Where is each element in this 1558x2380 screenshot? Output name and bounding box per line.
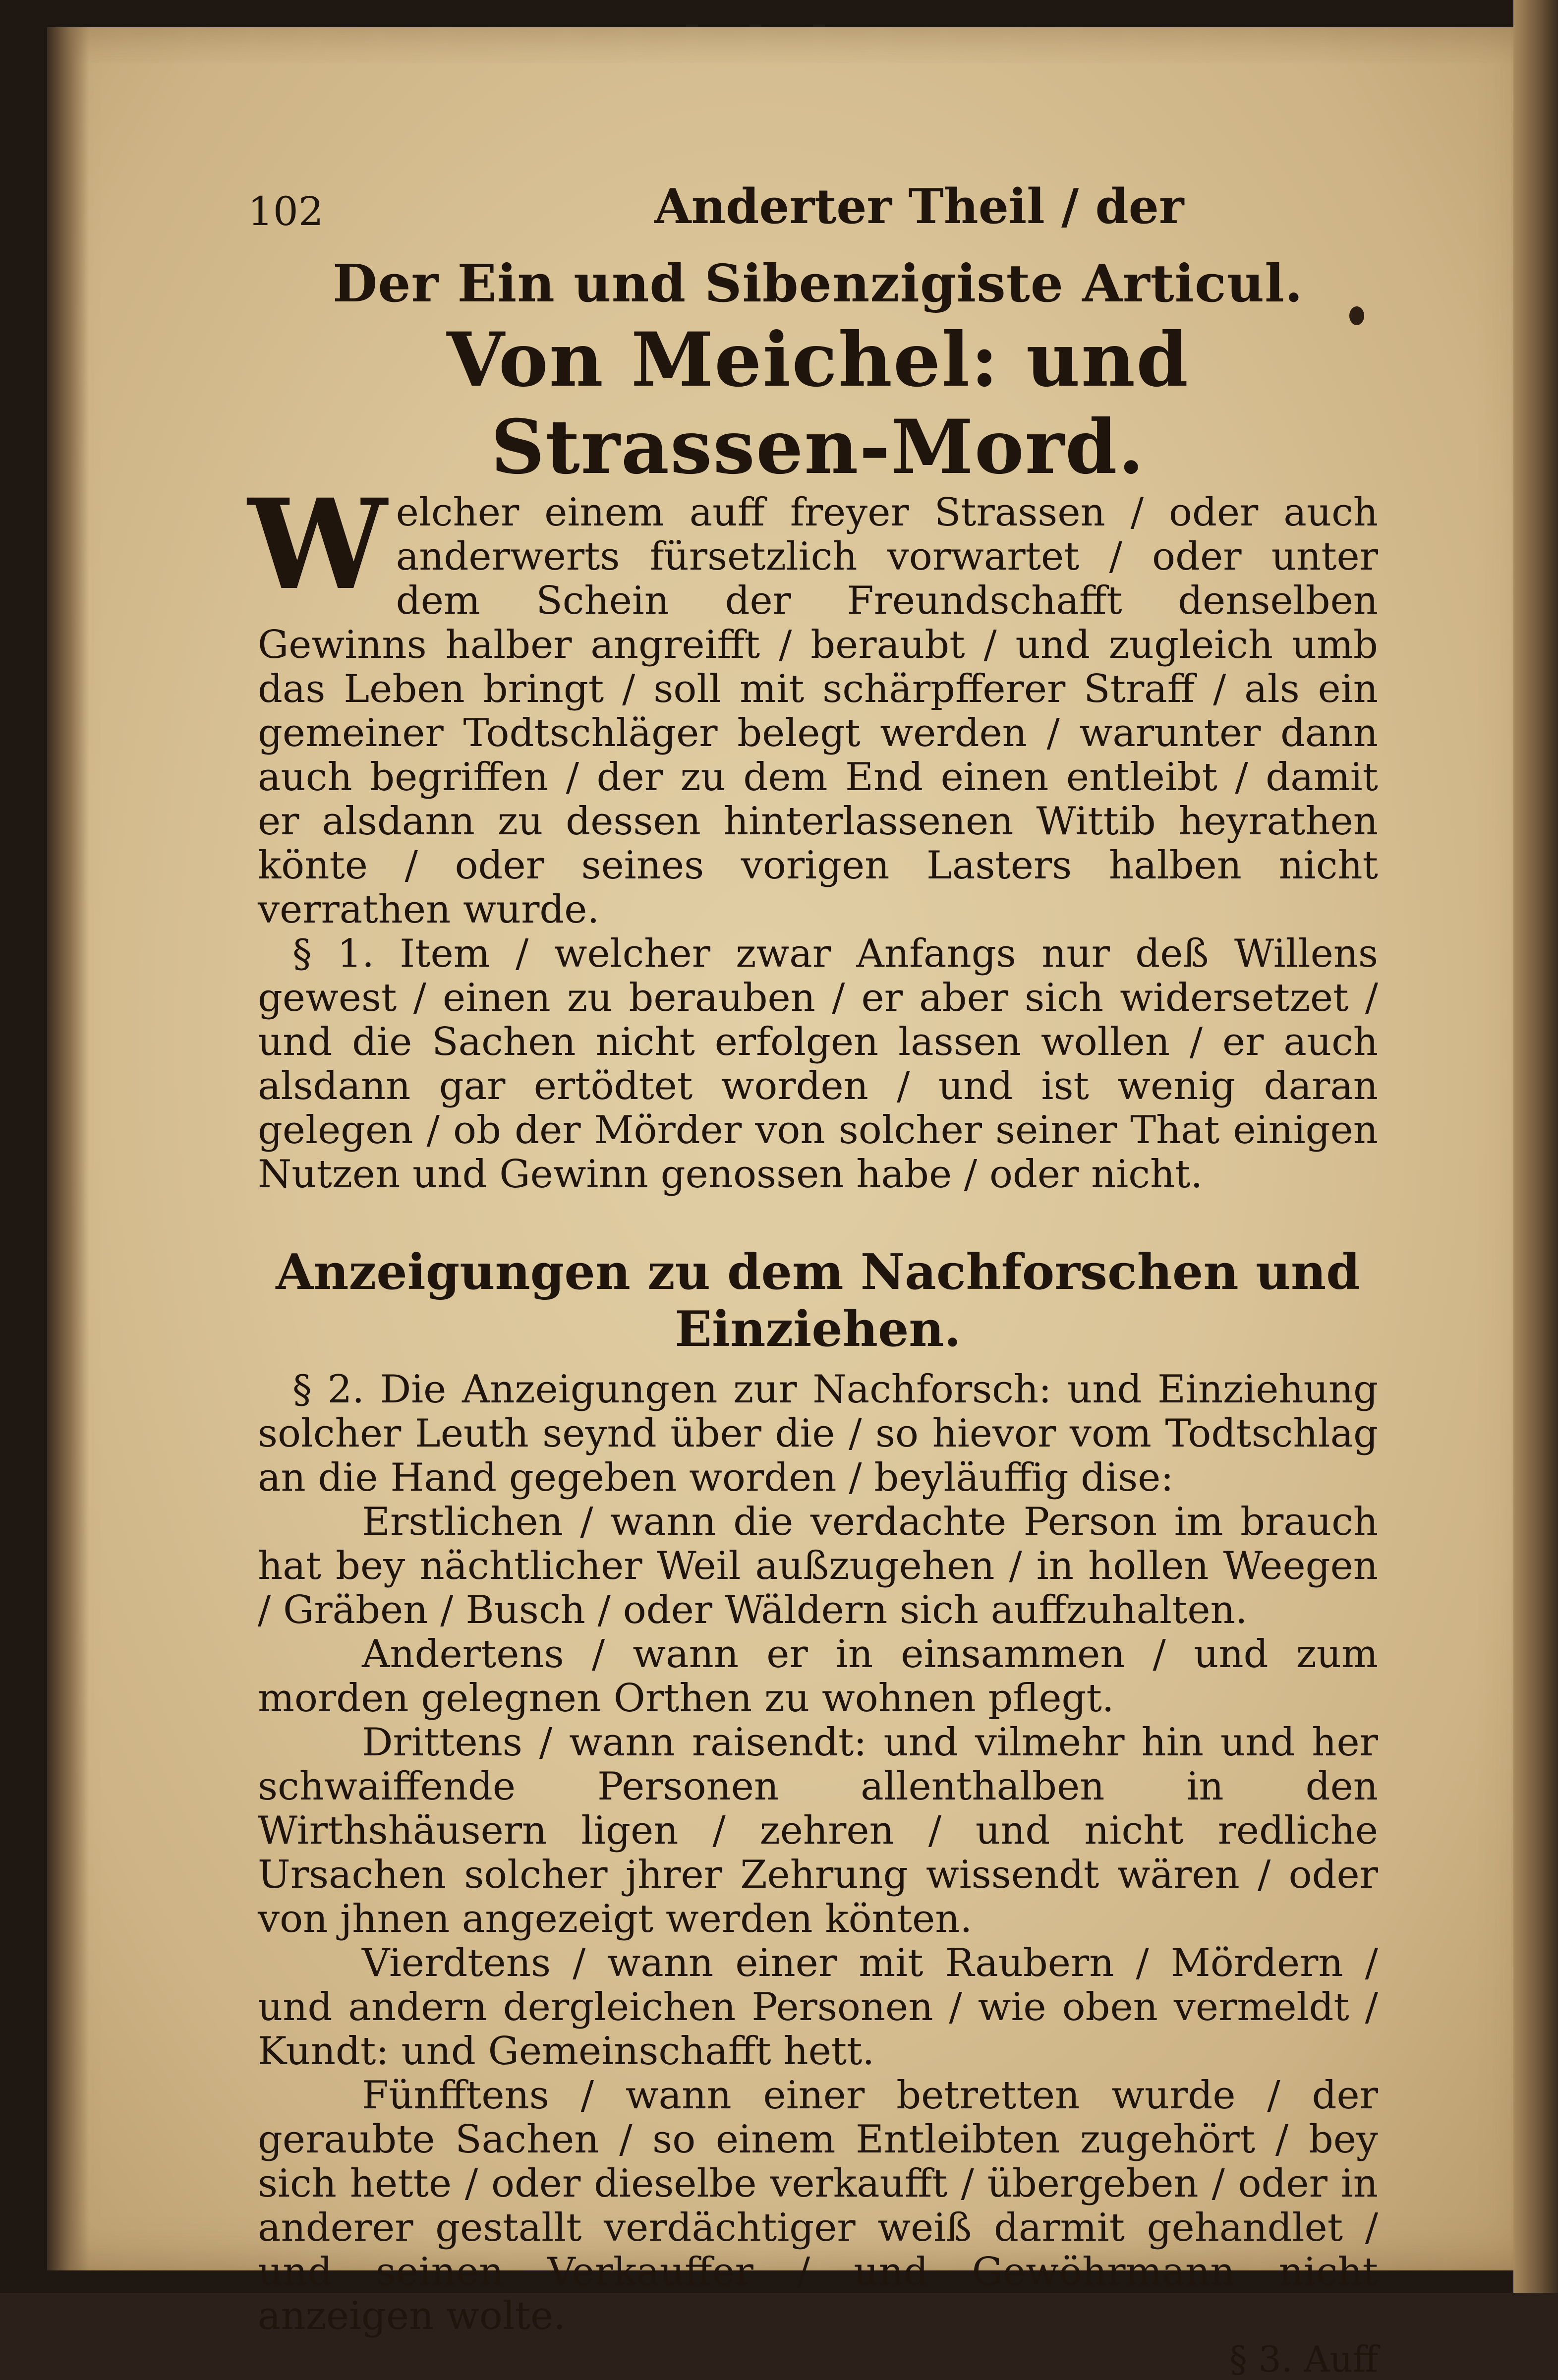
paragraph-1: § 1. Item / welcher zwar Anfangs nur deß Willens gewest / einen zu berauben / er aber sich widersetzet / und die Sachen nicht erfolgen lassen wollen / er auch alsdann gar ertödtet worden / und ist wenig daran gelegen / ob der Mörder von solcher seiner That einigen Nutzen und Gewinn genossen habe / oder nicht.	[258, 931, 1378, 1197]
next-page-edge	[1513, 0, 1558, 2293]
page-number: 102	[248, 188, 324, 234]
article-subtitle: Von Meichel: und Strassen-Mord.	[447, 316, 1189, 491]
list-item-fifth: Fünfftens / wann einer betretten wurde / der geraubte Sachen / so einem Entleibten zugehört / bey sich hette / oder dieselbe verkaufft / übergeben / oder in anderer gestallt verdächtiger weiß darmit gehandlet / und seinen Verkauffer / und Gewöhrmann nicht anzeigen wolte.	[258, 2073, 1378, 2338]
list-item-second: Andertens / wann er in einsammen / und zum morden gelegnen Orthen zu wohnen pflegt.	[258, 1632, 1378, 1721]
list-item-first: Erstlichen / wann die verdachte Person im brauch hat bey nächtlicher Weil außzugehen / in hollen Weegen / Gräben / Busch / oder Wäldern sich auffzuhalten.	[258, 1500, 1378, 1632]
binding-gutter	[47, 27, 89, 2270]
section-heading: Anzeigungen zu dem Nachforschen und Einziehen.	[276, 1244, 1360, 1358]
list-item-fourth: Vierdtens / wann einer mit Raubern / Mördern / und andern dergleichen Personen / wie oben vermeldt / Kundt: und Gemeinschafft hett.	[258, 1941, 1378, 2074]
article-title: Der Ein und Sibenzigiste Articul.	[333, 253, 1303, 314]
catchword: § 3. Auff	[1229, 2338, 1378, 2380]
paragraph-2: § 2. Die Anzeigungen zur Nachforsch: und Einziehung solcher Leuth seynd über die / so hievor vom Todtschlag an die Hand gegeben worden / beyläuffig dise:	[258, 1367, 1378, 1500]
text-block	[248, 178, 1378, 2380]
intro-paragraph: Welcher einem auff freyer Strassen / oder auch anderwerts fürsetzlich vorwartet / oder unter dem Schein der Freundschafft denselben Gewinns halber angreifft / beraubt / und zugleich umb das Leben bringt / soll mit schärpfferer Straff / als ein gemeiner Todtschläger belegt werden / warunter dann auch begriffen / der zu dem End einen entleibt / damit er alsdann zu dessen hinterlassenen Wittib heyrathen könte / oder seines vorigen Lasters halben nicht verrathen wurde.	[248, 471, 1378, 932]
list-item-third: Drittens / wann raisendt: und vilmehr hin und her schwaiffende Personen allenthalben in den Wirthshäusern ligen / zehren / und nicht redliche Ursachen solcher jhrer Zehrung wissendt wären / oder von jhnen angezeigt werden könten.	[258, 1720, 1378, 1941]
running-head	[248, 178, 1378, 243]
running-title: Anderter Theil / der	[654, 178, 1184, 234]
